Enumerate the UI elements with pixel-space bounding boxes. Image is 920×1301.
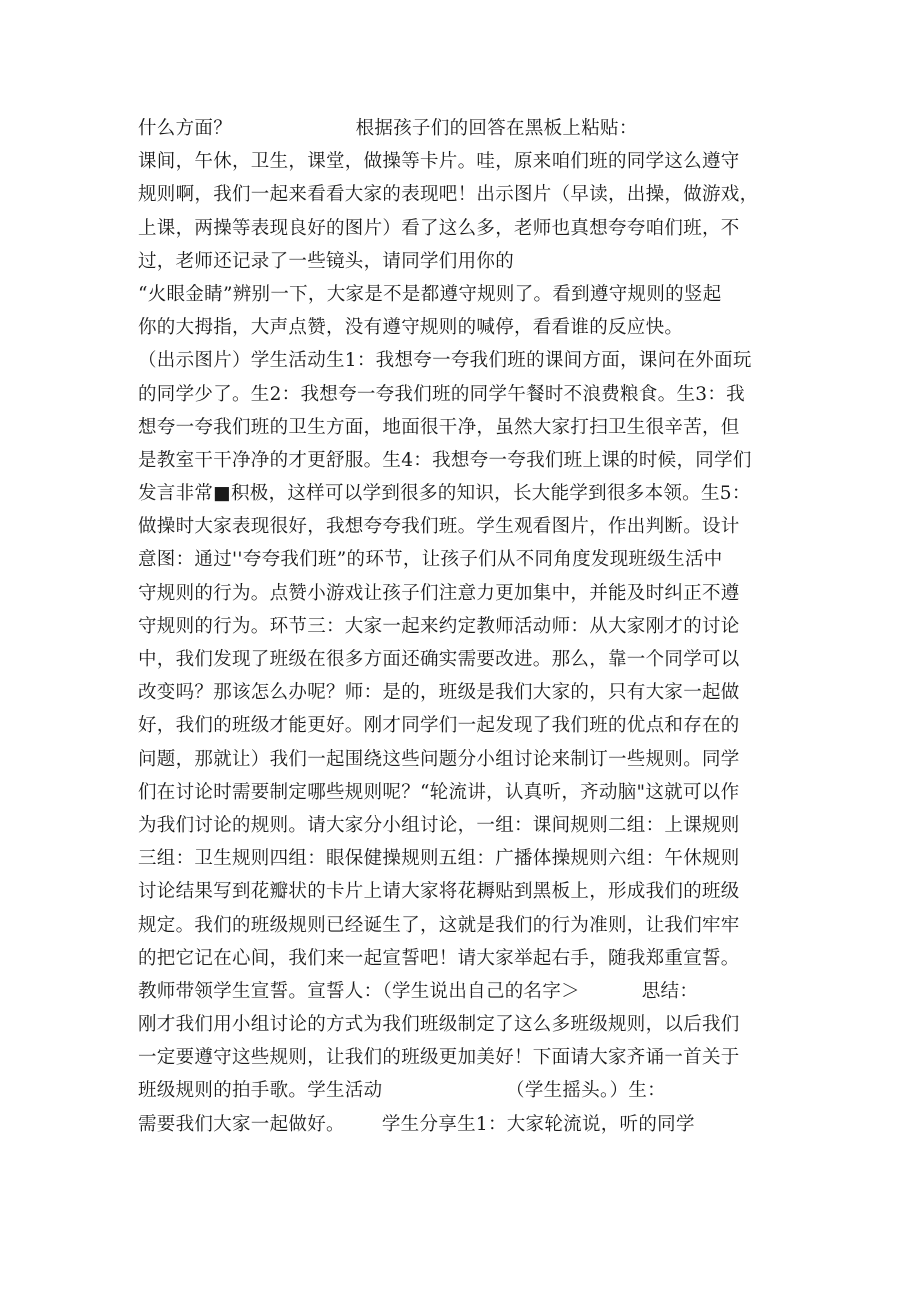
text-line: 刚才我们用小组讨论的方式为我们班级制定了这么多班级规则，以后我们	[138, 1014, 740, 1036]
text-line: 做操时大家表现很好，我想夸夸我们班。学生观看图片，作出判断。设计	[138, 516, 740, 538]
text-line: 过，老师还记录了一些镜头，请同学们用你的	[138, 250, 515, 272]
text-line: 的同学少了。生2：我想夸一夸我们班的同学午餐时不浪费粮食。生3：我	[138, 383, 745, 405]
text-line: 上课，两操等表现良好的图片）看了这么多，老师也真想夸夸咱们班，不	[138, 217, 740, 239]
text-line: 的把它记在心间，我们来一起宣誓吧！请大家举起右手，随我郑重宣誓。	[138, 947, 740, 969]
text-line: 中，我们发现了班级在很多方面还确实需要改进。那么，靠一个同学可以	[138, 649, 740, 670]
text-line: 你的大拇指，大声点赞，没有遵守规则的喊停，看看谁的反应快。	[138, 317, 684, 339]
text-line: 想夸一夸我们班的卫生方面，地面很干净，虽然大家打扫卫生很辛苦，但	[138, 416, 740, 438]
text-line: 是教室干干净净的才更舒服。生4：我想夸一夸我们班上课的时候，同学们	[138, 449, 752, 471]
text-line: 意图：通过''夸夸我们班”的环节，让孩子们从不同角度发现班级生活中	[138, 549, 723, 571]
text-line: 好，我们的班级才能更好。刚才同学们一起发现了我们班的优点和存在的	[138, 715, 740, 737]
text-line: 改变吗？那该怎么办呢？师：是的，班级是我们大家的，只有大家一起做	[138, 682, 740, 704]
text-line: 问题，那就让）我们一起围绕这些问题分小组讨论来制订一些规则。同学	[138, 748, 740, 770]
text-line: 讨论结果写到花瓣状的卡片上请大家将花耨贴到黑板上，形成我们的班级	[138, 881, 740, 903]
text-line: 班级规则的拍手歌。学生活动 （学生摇头。）生：	[138, 1080, 666, 1102]
text-line: 规定。我们的班级规则已经诞生了，这就是我们的行为准则，让我们牢牢	[138, 914, 740, 936]
text-line: 发言非常■积极，这样可以学到很多的知识，长大能学到很多本领。生5：	[138, 483, 751, 505]
text-line: 守规则的行为。点赞小游戏让孩子们注意力更加集中，并能及时纠正不遵	[138, 582, 740, 604]
text-line: 课间，午休，卫生，课堂，做操等卡片。哇，原来咱们班的同学这么遵守	[138, 151, 740, 173]
text-line: 一定要遵守这些规则，让我们的班级更加美好！下面请大家齐诵一首关于	[138, 1047, 740, 1069]
text-line: 守规则的行为。环节三：大家一起来约定教师活动师：从大家刚才的讨论	[138, 615, 740, 637]
text-line: 三组：卫生规则四组：眼保健操规则五组：广播体操规则六组：午休规则	[138, 848, 740, 870]
text-line: 需要我们大家一起做好。 学生分享生1：大家轮流说，听的同学	[138, 1113, 695, 1135]
body-text	[138, 112, 788, 1141]
text-line: 什么方面？ 根据孩子们的回答在黑板上粘贴：	[138, 118, 638, 139]
text-line: 为我们讨论的规则。请大家分小组讨论，一组：课间规则二组：上课规则	[138, 814, 740, 836]
text-line: 规则啊，我们一起来看看大家的表现吧！出示图片（早读，出操，做游戏，	[138, 184, 759, 206]
text-line: 教师带领学生宣誓。宣誓人：（学生说出自己的名字＞ 思结：	[138, 980, 699, 1002]
text-line: “火眼金睛”辨别一下，大家是不是都遵守规则了。看到遵守规则的竖起	[138, 283, 722, 305]
text-line: （出示图片）学生活动生1：我想夸一夸我们班的课间方面，课问在外面玩	[138, 350, 752, 372]
text-line: 们在讨论时需要制定哪些规则呢？“轮流讲，认真听，齐动脑"这就可以作	[138, 781, 740, 803]
